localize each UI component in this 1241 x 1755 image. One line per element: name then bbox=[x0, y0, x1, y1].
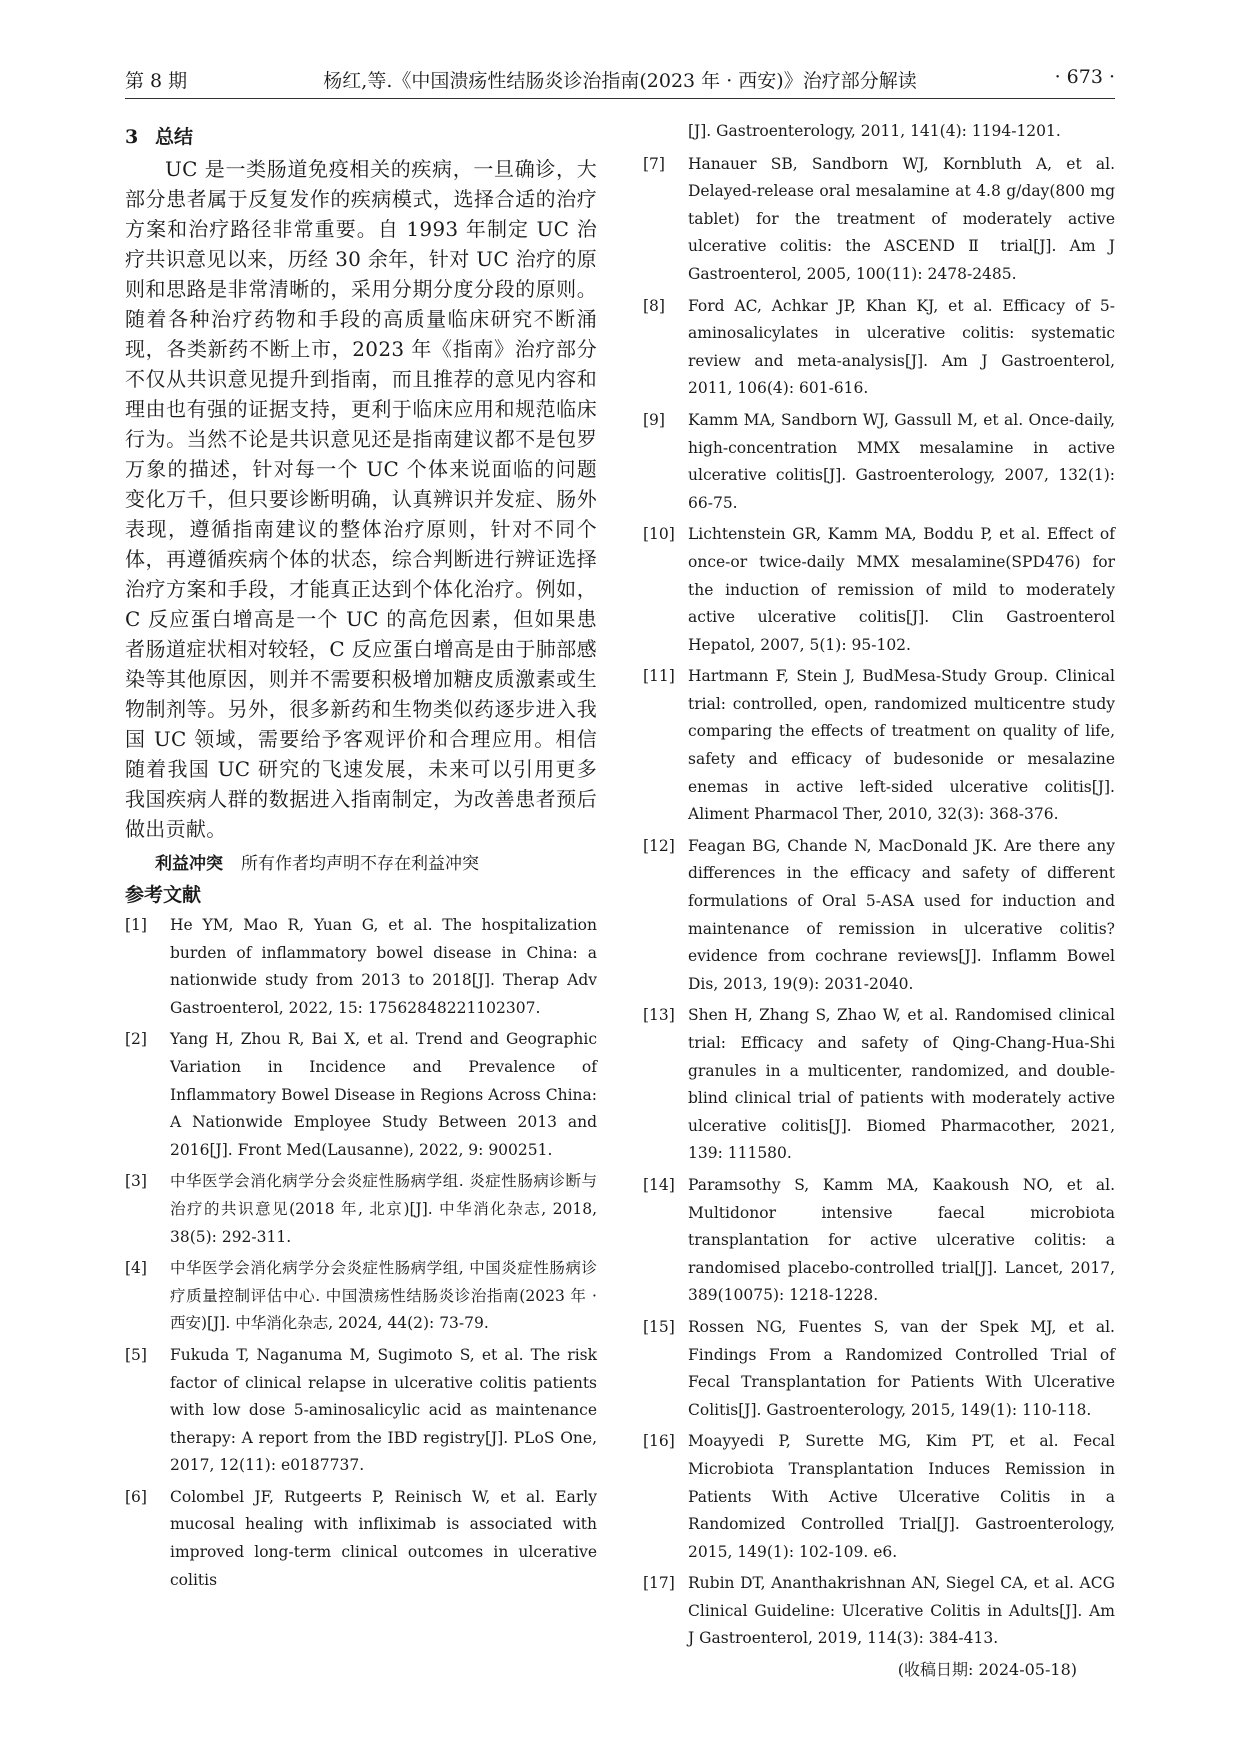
reference-text: Moayyedi P, Surette MG, Kim PT, et al. Fecal Microbiota Transplantation Induces Remission in Patients With Active Ulcerative Colitis in a Randomized Controlled Trial[J]. Gastroenterology, 2015, 149(1): 102-109. e6. bbox=[688, 1432, 1115, 1561]
reference-item bbox=[125, 1026, 597, 1164]
conflict-of-interest bbox=[155, 850, 597, 878]
reference-text: Yang H, Zhou R, Bai X, et al. Trend and Geographic Variation in Incidence and Prevalence of Inflammatory Bowel Disease in Regions Across China: A Nationwide Employee Study Between 2013 and 2016[J]. Front Med(Lausanne), 2022, 9: 900251. bbox=[170, 1030, 597, 1159]
reference-item bbox=[125, 1255, 597, 1338]
reference-number: [14] bbox=[643, 1175, 675, 1194]
reference-item bbox=[643, 407, 1115, 517]
summary-paragraph: UC 是一类肠道免疫相关的疾病，一旦确诊，大部分患者属于反复发作的疾病模式，选择合适的治疗方案和治疗路径非常重要。自 1993 年制定 UC 治疗共识意见以来，历经 30 余年，针对 UC 治疗的原则和思路是非常清晰的，采用分期分度分段的原则。随着各种治疗药物和手段的高质量临床研究不断涌现，各类新药不断上市，2023 年《指南》治疗部分不仅从共识意见提升到指南，而且推荐的意见内容和理由也有强的证据支持，更利于临床应用和规范临床行为。当然不论是共识意见还是指南建议都不是包罗万象的描述，针对每一个 UC 个体来说面临的问题变化万千，但只要诊断明确，认真辨识并发症、肠外表现，遵循指南建议的整体治疗原则，针对不同个体，再遵循疾病个体的状态，综合判断进行辨证选择治疗方案和手段，才能真正达到个体化治疗。例如，C 反应蛋白增高是一个 UC 的高危因素，但如果患者肠道症状相对较轻，C 反应蛋白增高是由于肺部感染等其他原因，则并不需要积极增加糖皮质激素或生物制剂等。另外，很多新药和生物类似药逐步进入我国 UC 领域，需要给予客观评价和合理应用。相信随着我国 UC 研究的飞速发展，未来可以引用更多我国疾病人群的数据进入指南制定，为改善患者预后做出贡献。 bbox=[125, 157, 597, 841]
reference-item bbox=[125, 912, 597, 1022]
reference-number: [5] bbox=[125, 1345, 147, 1364]
reference-number: [12] bbox=[643, 836, 675, 855]
reference-text: Hanauer SB, Sandborn WJ, Kornbluth A, et al. Delayed-release oral mesalamine at 4.8 g/day(800 mg tablet) for the treatment of moderately active ulcerative colitis: the ASCEND Ⅱ trial[J]. Am J Gastroenterol, 2005, 100(11): 2478-2485. bbox=[688, 154, 1115, 283]
reference-text: Colombel JF, Rutgeerts P, Reinisch W, et al. Early mucosal healing with infliximab is associated with improved long-term clinical outcomes in ulcerative colitis bbox=[170, 1487, 597, 1589]
right-column bbox=[643, 118, 1115, 1683]
reference-number: [6] bbox=[125, 1487, 147, 1506]
reference-text: Kamm MA, Sandborn WJ, Gassull M, et al. Once-daily, high-concentration MMX mesalamine in active ulcerative colitis[J]. Gastroenterology, 2007, 132(1): 66-75. bbox=[688, 410, 1115, 512]
reference-number: [4] bbox=[125, 1259, 147, 1278]
reference-number: [17] bbox=[643, 1574, 675, 1593]
reference-number: [2] bbox=[125, 1030, 147, 1049]
reference-text: Paramsothy S, Kamm MA, Kaakoush NO, et al. Multidonor intensive faecal microbiota transplantation for active ulcerative colitis: a randomised placebo-controlled trial[J]. Lancet, 2017, 389(10075): 1218-1228. bbox=[688, 1175, 1115, 1305]
reference-text: Shen H, Zhang S, Zhao W, et al. Randomised clinical trial: Efficacy and safety of Qing-Chang-Hua-Shi granules in a multicenter, randomized, and double-blind clinical trial of patients with moderately active ulcerative colitis[J]. Biomed Pharmacother, 2021, 139: 111580. bbox=[688, 1006, 1115, 1163]
reference-text: Fukuda T, Naganuma M, Sugimoto S, et al. The risk factor of clinical relapse in ulcerative colitis patients with low dose 5-aminosalicylic acid as maintenance therapy: A report from the IBD registry[J]. PLoS One, 2017, 12(11): e0187737. bbox=[170, 1345, 597, 1475]
reference-number: [7] bbox=[643, 154, 665, 173]
left-column bbox=[125, 122, 597, 1598]
reference-item bbox=[125, 1484, 597, 1594]
reference-text: Hartmann F, Stein J, BudMesa-Study Group. Clinical trial: controlled, open, randomized multicentre study comparing the effects of treatment on quality of life, safety and efficacy of budesonide or mesalazine enemas in active left-sided ulcerative colitis[J]. Aliment Pharmacol Ther, 2010, 32(3): 368-376. bbox=[688, 667, 1115, 824]
reference-text: 中华医学会消化病学分会炎症性肠病学组. 炎症性肠病诊断与治疗的共识意见(2018 年, 北京)[J]. 中华消化杂志, 2018, 38(5): 292-311. bbox=[170, 1172, 597, 1246]
reference-item bbox=[643, 1428, 1115, 1566]
conflict-text: 所有作者均声明不存在利益冲突 bbox=[241, 854, 479, 874]
reference-number: [8] bbox=[643, 296, 665, 315]
reference-item bbox=[643, 521, 1115, 659]
section-title: 总结 bbox=[155, 126, 194, 148]
reference-text: Ford AC, Achkar JP, Khan KJ, et al. Efficacy of 5-aminosalicylates in ulcerative colitis: systematic review and meta-analysis[J]. Am J Gastroenterol, 2011, 106(4): 601-616. bbox=[688, 296, 1115, 398]
reference-item bbox=[643, 1570, 1115, 1653]
reference-item bbox=[643, 293, 1115, 403]
reference-number: [3] bbox=[125, 1172, 147, 1191]
conflict-label: 利益冲突 bbox=[155, 854, 223, 874]
reference-number: [1] bbox=[125, 916, 147, 934]
reference-6-continuation: [J]. Gastroenterology, 2011, 141(4): 1194-1201. bbox=[688, 122, 1061, 140]
reference-item bbox=[125, 1342, 597, 1480]
reference-number: [11] bbox=[643, 667, 675, 686]
reference-item bbox=[643, 151, 1115, 289]
reference-list-left bbox=[125, 912, 597, 1594]
reference-text: Rubin DT, Ananthakrishnan AN, Siegel CA, et al. ACG Clinical Guideline: Ulcerative Colitis in Adults[J]. Am J Gastroenterol, 2019, 114(3): 384-413. bbox=[688, 1574, 1115, 1648]
reference-item bbox=[643, 1172, 1115, 1310]
reference-item bbox=[643, 1002, 1115, 1168]
reference-number: [9] bbox=[643, 410, 665, 429]
references-heading: 参考文献 bbox=[125, 884, 202, 906]
running-title: 杨红,等.《中国溃疡性结肠炎诊治指南(2023 年 · 西安)》治疗部分解读 bbox=[323, 70, 917, 92]
section-heading bbox=[125, 122, 597, 152]
section-number: 3 bbox=[125, 126, 139, 148]
reference-item bbox=[643, 1314, 1115, 1424]
running-header bbox=[125, 58, 1115, 99]
issue-number: 第 8 期 bbox=[125, 70, 188, 92]
reference-number: [16] bbox=[643, 1432, 675, 1451]
received-date: (收稿日期: 2024-05-18) bbox=[897, 1660, 1077, 1680]
reference-number: [13] bbox=[643, 1006, 675, 1025]
reference-text: He YM, Mao R, Yuan G, et al. The hospitalization burden of inflammatory bowel disease in China: a nationwide study from 2013 to 2018[J]. Therap Adv Gastroenterol, 2022, 15: 17562848221102307. bbox=[170, 916, 597, 1017]
reference-item bbox=[125, 1168, 597, 1251]
reference-number: [10] bbox=[643, 525, 675, 544]
reference-text: Lichtenstein GR, Kamm MA, Boddu P, et al. Effect of once-or twice-daily MMX mesalamine(SPD476) for the induction of remission of mild to moderately active ulcerative colitis[J]. Clin Gastroenterol Hepatol, 2007, 5(1): 95-102. bbox=[688, 525, 1115, 654]
reference-number: [15] bbox=[643, 1317, 675, 1336]
reference-item bbox=[643, 663, 1115, 829]
reference-text: 中华医学会消化病学分会炎症性肠病学组, 中国炎症性肠病诊疗质量控制评估中心. 中国溃疡性结肠炎诊治指南(2023 年 · 西安)[J]. 中华消化杂志, 2024, 44(2): 73-79. bbox=[170, 1259, 597, 1333]
reference-text: Rossen NG, Fuentes S, van der Spek MJ, et al. Findings From a Randomized Controlled Trial of Fecal Transplantation for Patients With Ulcerative Colitis[J]. Gastroenterology, 2015, 149(1): 110-118. bbox=[688, 1317, 1115, 1419]
page-number: · 673 · bbox=[1054, 66, 1115, 88]
reference-list-right bbox=[643, 151, 1115, 1653]
reference-text: Feagan BG, Chande N, MacDonald JK. Are there any differences in the efficacy and safety of different formulations of Oral 5-ASA used for induction and maintenance of remission in ulcerative colitis? evidence from cochrane reviews[J]. Inflamm Bowel Dis, 2013, 19(9): 2031-2040. bbox=[688, 836, 1115, 993]
reference-item bbox=[643, 833, 1115, 999]
